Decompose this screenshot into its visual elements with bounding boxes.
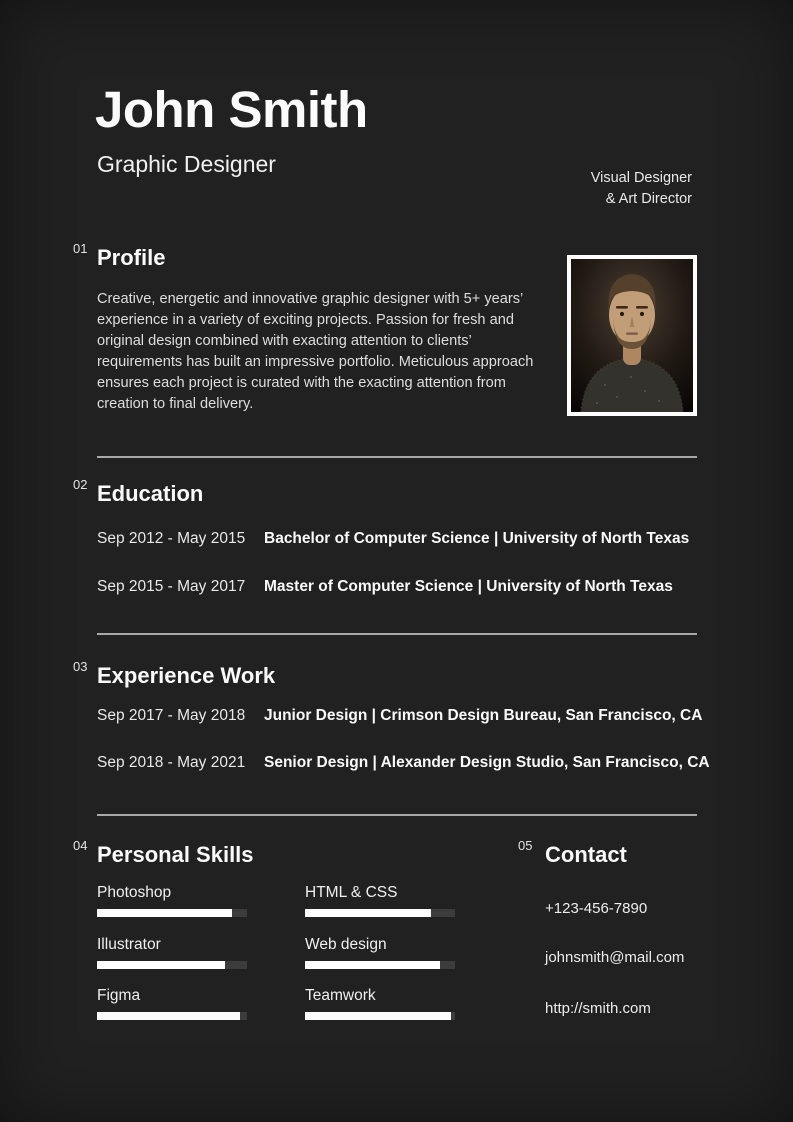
education-row <box>97 530 697 548</box>
education-detail: Bachelor of Computer Science | University of North Texas <box>264 530 690 547</box>
skill-item <box>97 884 247 917</box>
person-name: John Smith <box>95 81 368 138</box>
profile-text: Creative, energetic and innovative graphic designer with 5+ years’ experience in a variety of exciting projects. Passion for fresh and original design combined with exacting attention to clients’ requirements has built an impressive portfolio. Meticulous approach ensures each project is curated with the exacting attention from creation to final delivery. <box>97 291 534 412</box>
skill-label: Photoshop <box>97 884 172 901</box>
section-title-skills: Personal Skills <box>97 842 254 867</box>
skill-bar <box>97 909 247 917</box>
experience-period: Sep 2017 - May 2018 <box>97 707 246 724</box>
tagline-line-2: & Art Director <box>605 191 692 207</box>
portrait-illustration <box>571 259 693 412</box>
skill-bar-fill <box>305 1012 451 1020</box>
divider <box>97 633 697 635</box>
education-detail: Master of Computer Science | University of North Texas <box>264 578 673 595</box>
experience-detail: Senior Design | Alexander Design Studio, San Francisco, CA <box>264 754 710 771</box>
skill-bar-fill <box>305 961 440 969</box>
skill-label: HTML & CSS <box>305 884 398 901</box>
skill-bar <box>305 1012 455 1020</box>
skill-bar <box>97 1012 247 1020</box>
experience-period: Sep 2018 - May 2021 <box>97 754 246 771</box>
section-number-contact: 05 <box>518 838 533 853</box>
experience-row <box>97 707 703 725</box>
person-tagline <box>591 168 692 210</box>
education-period: Sep 2015 - May 2017 <box>97 578 246 595</box>
divider <box>97 814 697 816</box>
experience-row <box>97 754 710 772</box>
contact-website: http://smith.com <box>545 1000 651 1017</box>
contact-phone: +123-456-7890 <box>545 900 648 917</box>
contact-email: johnsmith@mail.com <box>545 949 685 966</box>
section-number-profile: 01 <box>73 241 88 256</box>
section-title-profile: Profile <box>97 245 166 270</box>
skill-item <box>305 884 455 917</box>
skill-bar-fill <box>97 961 225 969</box>
education-row <box>97 578 697 596</box>
section-number-education: 02 <box>73 477 88 492</box>
skill-label: Teamwork <box>305 987 376 1004</box>
skill-item <box>97 936 247 969</box>
section-title-contact: Contact <box>545 842 627 867</box>
tagline-line-1: Visual Designer <box>590 170 692 186</box>
skill-bar <box>305 961 455 969</box>
skill-bar <box>97 961 247 969</box>
skill-item <box>97 987 247 1020</box>
divider <box>97 456 697 458</box>
person-role: Graphic Designer <box>97 151 276 177</box>
skill-bar-fill <box>97 1012 240 1020</box>
skill-label: Illustrator <box>97 936 161 953</box>
section-number-experience: 03 <box>73 659 88 674</box>
skill-bar-fill <box>305 909 431 917</box>
experience-detail: Junior Design | Crimson Design Bureau, San Francisco, CA <box>264 707 703 724</box>
education-period: Sep 2012 - May 2015 <box>97 530 246 547</box>
skill-item <box>305 936 455 969</box>
skill-label: Figma <box>97 987 141 1004</box>
section-number-skills: 04 <box>73 838 88 853</box>
skill-bar <box>305 909 455 917</box>
section-title-education: Education <box>97 481 204 506</box>
profile-photo <box>567 255 697 416</box>
skill-bar-fill <box>97 909 232 917</box>
skill-item <box>305 987 455 1020</box>
skill-label: Web design <box>305 936 387 953</box>
section-title-experience: Experience Work <box>97 663 276 688</box>
